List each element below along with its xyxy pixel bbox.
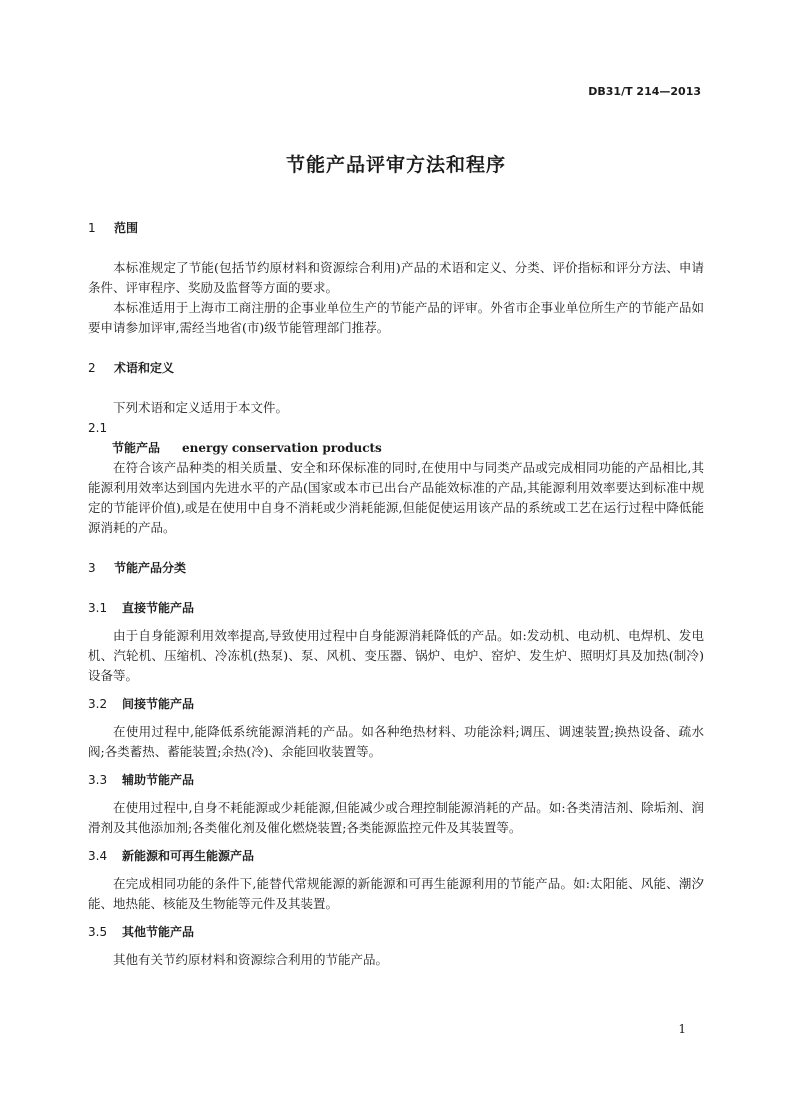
standard-code: DB31/T 214—2013	[588, 85, 701, 98]
paragraph: 下列术语和定义适用于本文件。	[113, 400, 289, 415]
subsection-3-4-heading	[88, 846, 704, 866]
term-name-cn: 节能产品	[112, 441, 161, 455]
paragraph: 在完成相同功能的条件下,能替代常规能源的新能源和可再生能源利用的节能产品。如:太阳能、风能、潮汐能、地热能、核能及生物能等元件及其装置。	[88, 876, 704, 911]
section-number: 1	[88, 221, 96, 235]
subsection-number: 3.2	[88, 697, 108, 711]
subsection-title: 其他节能产品	[122, 925, 195, 939]
paragraph: 其他有关节约原材料和资源综合利用的节能产品。	[113, 952, 389, 967]
section-1-heading	[88, 218, 704, 238]
section-title: 范围	[114, 221, 139, 235]
subsection-number: 3.5	[88, 925, 108, 939]
term-name	[88, 438, 704, 458]
subsection-number: 3.3	[88, 773, 108, 787]
section-2-heading	[88, 358, 704, 378]
page-number: 1	[678, 1022, 686, 1036]
subsection-title: 新能源和可再生能源产品	[122, 849, 255, 863]
subsection-title: 辅助节能产品	[122, 773, 195, 787]
subsection-title: 直接节能产品	[122, 601, 195, 615]
paragraph: 由于自身能源利用效率提高,导致使用过程中自身能源消耗降低的产品。如:发动机、电动机、电焊机、发电机、汽轮机、压缩机、冷冻机(热泵)、泵、风机、变压器、锅炉、电炉、窑炉、发生炉、照明灯具及加热(制冷)设备等。	[88, 628, 704, 683]
paragraph: 本标准适用于上海市工商注册的企事业单位生产的节能产品的评审。外省市企事业单位所生产的节能产品如要申请参加评审,需经当地省(市)级节能管理部门推荐。	[88, 300, 704, 335]
section-number: 3	[88, 561, 96, 575]
section-number: 2	[88, 361, 96, 375]
paragraph: 在使用过程中,自身不耗能源或少耗能源,但能减少或合理控制能源消耗的产品。如:各类清洁剂、除垢剂、润滑剂及其他添加剂;各类催化剂及催化燃烧装置;各类能源监控元件及其装置等。	[88, 800, 704, 835]
section-title: 术语和定义	[114, 361, 175, 375]
subsection-3-1-heading	[88, 598, 704, 618]
paragraph: 本标准规定了节能(包括节约原材料和资源综合利用)产品的术语和定义、分类、评价指标和评分方法、申请条件、评审程序、奖励及监督等方面的要求。	[88, 260, 704, 295]
section-title: 节能产品分类	[114, 561, 187, 575]
subsection-3-2-heading	[88, 694, 704, 714]
term-number: 2.1	[88, 421, 108, 435]
term-name-en: energy conservation products	[182, 441, 382, 455]
term-definition: 在符合该产品种类的相关质量、安全和环保标准的同时,在使用中与同类产品或完成相同功能的产品相比,其能源利用效率达到国内先进水平的产品(国家或本市已出台产品能效标准的产品,其能源利用效率要达到标准中规定的节能评价值),或是在使用中自身不消耗或少消耗能源,但能促使运用该产品的系统或工艺在运行过程中降低能源消耗的产品。	[88, 460, 704, 535]
paragraph: 在使用过程中,能降低系统能源消耗的产品。如各种绝热材料、功能涂料;调压、调速装置;换热设备、疏水阀;各类蓄热、蓄能装置;余热(冷)、余能回收装置等。	[88, 724, 704, 759]
document-title: 节能产品评审方法和程序	[285, 154, 506, 176]
subsection-number: 3.1	[88, 601, 108, 615]
subsection-3-5-heading	[88, 922, 704, 942]
subsection-3-3-heading	[88, 770, 704, 790]
document-body	[88, 218, 704, 970]
subsection-title: 间接节能产品	[122, 697, 195, 711]
section-3-heading	[88, 558, 704, 578]
subsection-number: 3.4	[88, 849, 108, 863]
